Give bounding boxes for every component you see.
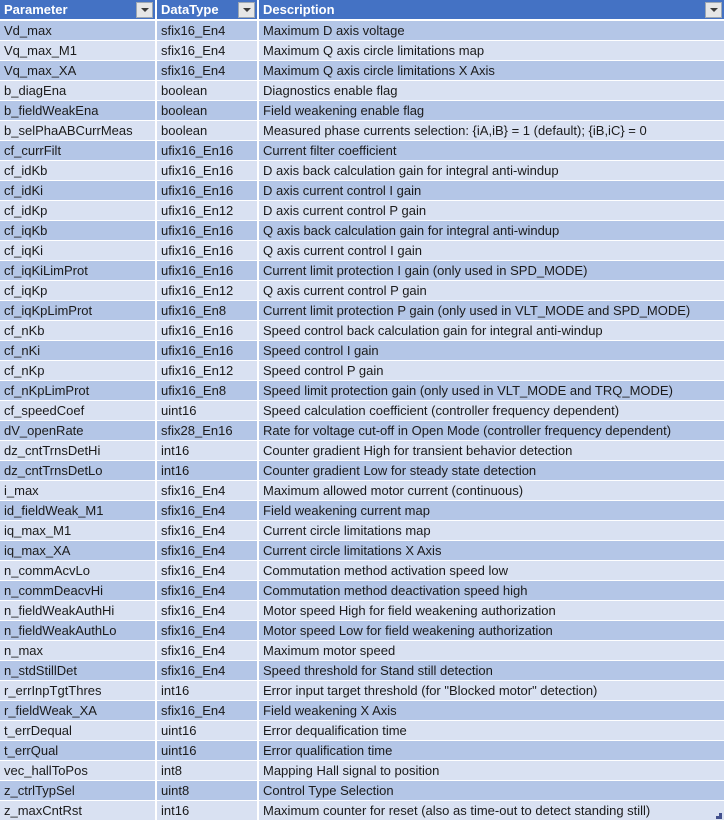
- filter-dropdown-description[interactable]: [705, 2, 722, 18]
- description-cell[interactable]: [259, 441, 724, 461]
- table-row: [0, 341, 724, 361]
- datatype-value: ufix16_En16: [161, 242, 234, 258]
- description-value: Field weakening X Axis: [263, 702, 397, 718]
- description-value: Counter gradient Low for steady state detection: [263, 462, 537, 478]
- datatype-cell[interactable]: [157, 261, 259, 281]
- description-cell[interactable]: [259, 161, 724, 181]
- table-row: [0, 381, 724, 401]
- table-row: [0, 501, 724, 521]
- datatype-cell[interactable]: [157, 701, 259, 721]
- table-resize-handle[interactable]: [716, 813, 722, 819]
- parameter-cell[interactable]: [0, 221, 157, 241]
- parameter-cell[interactable]: [0, 621, 157, 641]
- description-value: Current filter coefficient: [263, 142, 397, 158]
- parameter-cell[interactable]: [0, 481, 157, 501]
- parameter-value: z_maxCntRst: [4, 802, 83, 818]
- parameter-cell[interactable]: [0, 641, 157, 661]
- description-cell[interactable]: [259, 381, 724, 401]
- description-cell[interactable]: [259, 221, 724, 241]
- description-cell[interactable]: [259, 261, 724, 281]
- table-row: [0, 221, 724, 241]
- table-header-row: [0, 0, 724, 21]
- datatype-value: ufix16_En16: [161, 142, 234, 158]
- table-row: [0, 141, 724, 161]
- description-value: Current limit protection P gain (only used in VLT_MODE and SPD_MODE): [263, 302, 691, 318]
- table-row: [0, 521, 724, 541]
- datatype-value: sfix16_En4: [161, 642, 226, 658]
- datatype-value: boolean: [161, 122, 208, 138]
- datatype-cell[interactable]: [157, 721, 259, 741]
- table-row: [0, 421, 724, 441]
- parameter-value: n_max: [4, 642, 44, 658]
- parameter-value: b_diagEna: [4, 82, 67, 98]
- parameter-value: dV_openRate: [4, 422, 84, 438]
- description-value: Counter gradient High for transient behavior detection: [263, 442, 573, 458]
- description-cell[interactable]: [259, 141, 724, 161]
- description-value: D axis back calculation gain for integral anti-windup: [263, 162, 559, 178]
- parameter-cell[interactable]: [0, 121, 157, 141]
- parameter-cell[interactable]: [0, 721, 157, 741]
- description-value: Mapping Hall signal to position: [263, 762, 440, 778]
- datatype-cell[interactable]: [157, 101, 259, 121]
- parameter-cell[interactable]: [0, 561, 157, 581]
- description-cell[interactable]: [259, 781, 724, 801]
- table-row: [0, 21, 724, 41]
- datatype-value: boolean: [161, 82, 208, 98]
- datatype-value: sfix16_En4: [161, 542, 226, 558]
- parameter-cell[interactable]: [0, 321, 157, 341]
- datatype-value: ufix16_En16: [161, 222, 234, 238]
- parameter-cell[interactable]: [0, 361, 157, 381]
- table-row: [0, 61, 724, 81]
- parameter-cell[interactable]: [0, 701, 157, 721]
- datatype-value: ufix16_En8: [161, 302, 227, 318]
- parameter-cell[interactable]: [0, 61, 157, 81]
- datatype-value: sfix16_En4: [161, 702, 226, 718]
- description-cell[interactable]: [259, 501, 724, 521]
- datatype-value: sfix16_En4: [161, 22, 226, 38]
- table-row: [0, 441, 724, 461]
- table-row: [0, 481, 724, 501]
- datatype-value: sfix16_En4: [161, 602, 226, 618]
- description-value: Speed control back calculation gain for integral anti-windup: [263, 322, 603, 338]
- description-value: Speed calculation coefficient (controller frequency dependent): [263, 402, 620, 418]
- parameter-cell[interactable]: [0, 781, 157, 801]
- datatype-value: sfix16_En4: [161, 62, 226, 78]
- datatype-value: sfix16_En4: [161, 502, 226, 518]
- description-value: Current limit protection I gain (only used in SPD_MODE): [263, 262, 588, 278]
- table-row: [0, 641, 724, 661]
- parameter-value: b_selPhaABCurrMeas: [4, 122, 133, 138]
- datatype-cell[interactable]: [157, 761, 259, 781]
- datatype-cell[interactable]: [157, 201, 259, 221]
- description-cell[interactable]: [259, 281, 724, 301]
- datatype-cell[interactable]: [157, 401, 259, 421]
- description-cell[interactable]: [259, 61, 724, 81]
- datatype-cell[interactable]: [157, 21, 259, 41]
- description-cell[interactable]: [259, 761, 724, 781]
- description-value: Rate for voltage cut-off in Open Mode (controller frequency dependent): [263, 422, 672, 438]
- parameter-value: cf_iqKp: [4, 282, 48, 298]
- chevron-down-icon: [243, 8, 251, 12]
- table-row: [0, 801, 724, 821]
- parameter-cell[interactable]: [0, 201, 157, 221]
- description-cell[interactable]: [259, 481, 724, 501]
- parameter-cell[interactable]: [0, 401, 157, 421]
- datatype-cell[interactable]: [157, 741, 259, 761]
- description-value: Error dequalification time: [263, 722, 407, 738]
- datatype-value: sfix16_En4: [161, 562, 226, 578]
- description-cell[interactable]: [259, 581, 724, 601]
- column-header-label-datatype: DataType: [161, 2, 219, 17]
- table-row: [0, 241, 724, 261]
- datatype-cell[interactable]: [157, 121, 259, 141]
- parameter-cell[interactable]: [0, 681, 157, 701]
- parameter-cell[interactable]: [0, 461, 157, 481]
- datatype-cell[interactable]: [157, 61, 259, 81]
- datatype-cell[interactable]: [157, 361, 259, 381]
- datatype-value: ufix16_En8: [161, 382, 227, 398]
- description-cell[interactable]: [259, 421, 724, 441]
- table-row: [0, 601, 724, 621]
- table-row: [0, 181, 724, 201]
- description-value: Speed limit protection gain (only used in VLT_MODE and TRQ_MODE): [263, 382, 673, 398]
- description-cell[interactable]: [259, 621, 724, 641]
- datatype-value: int8: [161, 762, 182, 778]
- datatype-cell[interactable]: [157, 601, 259, 621]
- description-value: Maximum motor speed: [263, 642, 396, 658]
- parameter-value: dz_cntTrnsDetHi: [4, 442, 101, 458]
- description-cell[interactable]: [259, 361, 724, 381]
- datatype-cell[interactable]: [157, 181, 259, 201]
- description-cell[interactable]: [259, 801, 724, 821]
- datatype-value: ufix16_En16: [161, 262, 234, 278]
- datatype-cell[interactable]: [157, 461, 259, 481]
- description-cell[interactable]: [259, 661, 724, 681]
- description-value: Error input target threshold (for "Blocked motor" detection): [263, 682, 598, 698]
- parameter-cell[interactable]: [0, 281, 157, 301]
- description-cell[interactable]: [259, 121, 724, 141]
- datatype-cell[interactable]: [157, 141, 259, 161]
- table-row: [0, 261, 724, 281]
- datatype-value: ufix16_En12: [161, 282, 234, 298]
- table-row: [0, 781, 724, 801]
- datatype-value: uint16: [161, 402, 197, 418]
- parameter-value: cf_idKp: [4, 202, 48, 218]
- description-value: Motor speed Low for field weakening authorization: [263, 622, 553, 638]
- description-cell[interactable]: [259, 701, 724, 721]
- table-row: [0, 581, 724, 601]
- column-header-description[interactable]: [259, 0, 724, 21]
- datatype-cell[interactable]: [157, 281, 259, 301]
- description-value: Motor speed High for field weakening authorization: [263, 602, 556, 618]
- parameter-value: b_fieldWeakEna: [4, 102, 99, 118]
- parameter-value: r_errInpTgtThres: [4, 682, 102, 698]
- datatype-value: ufix16_En16: [161, 182, 234, 198]
- datatype-value: ufix16_En16: [161, 342, 234, 358]
- parameter-cell[interactable]: [0, 21, 157, 41]
- datatype-cell[interactable]: [157, 481, 259, 501]
- description-cell[interactable]: [259, 561, 724, 581]
- parameter-value: Vq_max_M1: [4, 42, 77, 58]
- datatype-cell[interactable]: [157, 421, 259, 441]
- parameter-value: cf_currFilt: [4, 142, 62, 158]
- description-cell[interactable]: [259, 301, 724, 321]
- table-row: [0, 541, 724, 561]
- datatype-cell[interactable]: [157, 241, 259, 261]
- parameter-value: cf_iqKb: [4, 222, 48, 238]
- datatype-value: ufix16_En12: [161, 202, 234, 218]
- parameter-value: iq_max_XA: [4, 542, 71, 558]
- parameter-cell[interactable]: [0, 41, 157, 61]
- description-cell[interactable]: [259, 321, 724, 341]
- datatype-value: uint16: [161, 722, 197, 738]
- description-cell[interactable]: [259, 41, 724, 61]
- table-row: [0, 41, 724, 61]
- description-cell[interactable]: [259, 681, 724, 701]
- description-value: D axis current control I gain: [263, 182, 422, 198]
- parameter-cell[interactable]: [0, 241, 157, 261]
- parameter-value: i_max: [4, 482, 39, 498]
- parameter-cell[interactable]: [0, 521, 157, 541]
- column-header-parameter[interactable]: [0, 0, 157, 21]
- parameter-value: r_fieldWeak_XA: [4, 702, 97, 718]
- datatype-cell[interactable]: [157, 581, 259, 601]
- description-value: Control Type Selection: [263, 782, 394, 798]
- table-body: [0, 21, 724, 821]
- datatype-cell[interactable]: [157, 541, 259, 561]
- parameter-value: t_errDequal: [4, 722, 72, 738]
- description-value: Field weakening enable flag: [263, 102, 425, 118]
- column-header-label-parameter: Parameter: [4, 2, 68, 17]
- description-value: Maximum allowed motor current (continuous): [263, 482, 524, 498]
- datatype-cell[interactable]: [157, 561, 259, 581]
- datatype-cell[interactable]: [157, 801, 259, 821]
- datatype-value: sfix28_En16: [161, 422, 233, 438]
- parameter-value: cf_speedCoef: [4, 402, 85, 418]
- description-cell[interactable]: [259, 541, 724, 561]
- table-row: [0, 301, 724, 321]
- datatype-cell[interactable]: [157, 781, 259, 801]
- table-row: [0, 681, 724, 701]
- description-cell[interactable]: [259, 241, 724, 261]
- chevron-down-icon: [141, 8, 149, 12]
- parameter-value: cf_idKi: [4, 182, 44, 198]
- description-value: Maximum Q axis circle limitations map: [263, 42, 485, 58]
- description-value: Error qualification time: [263, 742, 393, 758]
- datatype-value: boolean: [161, 102, 208, 118]
- parameter-value: cf_nKpLimProt: [4, 382, 90, 398]
- parameter-cell[interactable]: [0, 801, 157, 821]
- table-row: [0, 321, 724, 341]
- parameter-cell[interactable]: [0, 541, 157, 561]
- description-value: Current circle limitations X Axis: [263, 542, 442, 558]
- table-row: [0, 201, 724, 221]
- parameter-value: cf_nKi: [4, 342, 41, 358]
- description-cell[interactable]: [259, 401, 724, 421]
- parameter-cell[interactable]: [0, 81, 157, 101]
- table-row: [0, 741, 724, 761]
- parameter-value: n_commDeacvHi: [4, 582, 103, 598]
- table-row: [0, 721, 724, 741]
- parameter-value: t_errQual: [4, 742, 59, 758]
- datatype-cell[interactable]: [157, 81, 259, 101]
- datatype-value: ufix16_En16: [161, 322, 234, 338]
- column-header-datatype[interactable]: [157, 0, 259, 21]
- parameter-value: cf_iqKiLimProt: [4, 262, 88, 278]
- datatype-value: int16: [161, 442, 190, 458]
- datatype-cell[interactable]: [157, 641, 259, 661]
- column-header-label-description: Description: [263, 2, 335, 17]
- description-value: Maximum counter for reset (also as time-out to detect standing still): [263, 802, 651, 818]
- datatype-cell[interactable]: [157, 41, 259, 61]
- description-cell[interactable]: [259, 601, 724, 621]
- parameter-value: id_fieldWeak_M1: [4, 502, 104, 518]
- parameter-value: n_fieldWeakAuthLo: [4, 622, 117, 638]
- description-value: Current circle limitations map: [263, 522, 431, 538]
- description-value: Q axis current control P gain: [263, 282, 427, 298]
- table-row: [0, 621, 724, 641]
- datatype-cell[interactable]: [157, 321, 259, 341]
- parameter-value: Vd_max: [4, 22, 52, 38]
- description-value: Diagnostics enable flag: [263, 82, 398, 98]
- datatype-value: ufix16_En12: [161, 362, 234, 378]
- parameter-cell[interactable]: [0, 101, 157, 121]
- datatype-cell[interactable]: [157, 621, 259, 641]
- datatype-cell[interactable]: [157, 521, 259, 541]
- table-row: [0, 561, 724, 581]
- filter-dropdown-datatype[interactable]: [238, 2, 255, 18]
- table-row: [0, 461, 724, 481]
- datatype-cell[interactable]: [157, 441, 259, 461]
- parameter-cell[interactable]: [0, 161, 157, 181]
- chevron-down-icon: [710, 8, 718, 12]
- parameter-cell[interactable]: [0, 441, 157, 461]
- datatype-cell[interactable]: [157, 681, 259, 701]
- parameter-cell[interactable]: [0, 381, 157, 401]
- datatype-cell[interactable]: [157, 161, 259, 181]
- parameter-cell[interactable]: [0, 501, 157, 521]
- datatype-value: sfix16_En4: [161, 582, 226, 598]
- table-row: [0, 101, 724, 121]
- description-cell[interactable]: [259, 641, 724, 661]
- parameter-cell[interactable]: [0, 661, 157, 681]
- table-row: [0, 361, 724, 381]
- datatype-cell[interactable]: [157, 341, 259, 361]
- description-value: Commutation method deactivation speed high: [263, 582, 528, 598]
- datatype-cell[interactable]: [157, 301, 259, 321]
- table-row: [0, 401, 724, 421]
- parameter-value: vec_hallToPos: [4, 762, 88, 778]
- parameter-value: n_fieldWeakAuthHi: [4, 602, 115, 618]
- datatype-value: int16: [161, 802, 190, 818]
- datatype-value: sfix16_En4: [161, 662, 226, 678]
- parameter-cell[interactable]: [0, 261, 157, 281]
- description-value: Speed control P gain: [263, 362, 384, 378]
- parameter-cell[interactable]: [0, 341, 157, 361]
- description-cell[interactable]: [259, 81, 724, 101]
- datatype-value: uint8: [161, 782, 190, 798]
- parameter-value: Vq_max_XA: [4, 62, 77, 78]
- description-cell[interactable]: [259, 741, 724, 761]
- description-cell[interactable]: [259, 201, 724, 221]
- parameter-cell[interactable]: [0, 301, 157, 321]
- table-row: [0, 761, 724, 781]
- description-cell[interactable]: [259, 101, 724, 121]
- description-cell[interactable]: [259, 341, 724, 361]
- parameter-value: n_commAcvLo: [4, 562, 90, 578]
- datatype-cell[interactable]: [157, 501, 259, 521]
- parameter-cell[interactable]: [0, 181, 157, 201]
- table-row: [0, 661, 724, 681]
- table-row: [0, 281, 724, 301]
- parameter-cell[interactable]: [0, 141, 157, 161]
- description-value: Commutation method activation speed low: [263, 562, 508, 578]
- description-cell[interactable]: [259, 181, 724, 201]
- datatype-value: sfix16_En4: [161, 622, 226, 638]
- datatype-cell[interactable]: [157, 381, 259, 401]
- table-row: [0, 701, 724, 721]
- table-row: [0, 81, 724, 101]
- parameter-value: cf_idKb: [4, 162, 48, 178]
- table-row: [0, 161, 724, 181]
- description-cell[interactable]: [259, 461, 724, 481]
- datatype-value: int16: [161, 682, 190, 698]
- datatype-cell[interactable]: [157, 661, 259, 681]
- parameter-cell[interactable]: [0, 581, 157, 601]
- datatype-value: sfix16_En4: [161, 482, 226, 498]
- description-cell[interactable]: [259, 521, 724, 541]
- table-row: [0, 121, 724, 141]
- parameter-value: cf_iqKpLimProt: [4, 302, 93, 318]
- description-value: D axis current control P gain: [263, 202, 427, 218]
- parameter-cell[interactable]: [0, 761, 157, 781]
- parameter-value: dz_cntTrnsDetLo: [4, 462, 103, 478]
- description-value: Maximum Q axis circle limitations X Axis: [263, 62, 495, 78]
- description-cell[interactable]: [259, 21, 724, 41]
- datatype-value: int16: [161, 462, 190, 478]
- parameter-value: n_stdStillDet: [4, 662, 77, 678]
- datatype-value: uint16: [161, 742, 197, 758]
- parameter-value: cf_nKb: [4, 322, 45, 338]
- description-value: Speed threshold for Stand still detection: [263, 662, 493, 678]
- filter-dropdown-parameter[interactable]: [136, 2, 153, 18]
- description-value: Q axis current control I gain: [263, 242, 422, 258]
- parameter-value: iq_max_M1: [4, 522, 72, 538]
- parameter-cell[interactable]: [0, 601, 157, 621]
- parameter-value: z_ctrlTypSel: [4, 782, 75, 798]
- description-value: Measured phase currents selection: {iA,iB} = 1 (default); {iB,iC} = 0: [263, 122, 647, 138]
- description-value: Maximum D axis voltage: [263, 22, 405, 38]
- datatype-value: ufix16_En16: [161, 162, 234, 178]
- parameter-cell[interactable]: [0, 421, 157, 441]
- description-value: Field weakening current map: [263, 502, 430, 518]
- parameter-cell[interactable]: [0, 741, 157, 761]
- description-value: Q axis back calculation gain for integral anti-windup: [263, 222, 560, 238]
- datatype-value: sfix16_En4: [161, 522, 226, 538]
- description-cell[interactable]: [259, 721, 724, 741]
- parameter-value: cf_nKp: [4, 362, 45, 378]
- datatype-value: sfix16_En4: [161, 42, 226, 58]
- parameter-value: cf_iqKi: [4, 242, 44, 258]
- datatype-cell[interactable]: [157, 221, 259, 241]
- description-value: Speed control I gain: [263, 342, 379, 358]
